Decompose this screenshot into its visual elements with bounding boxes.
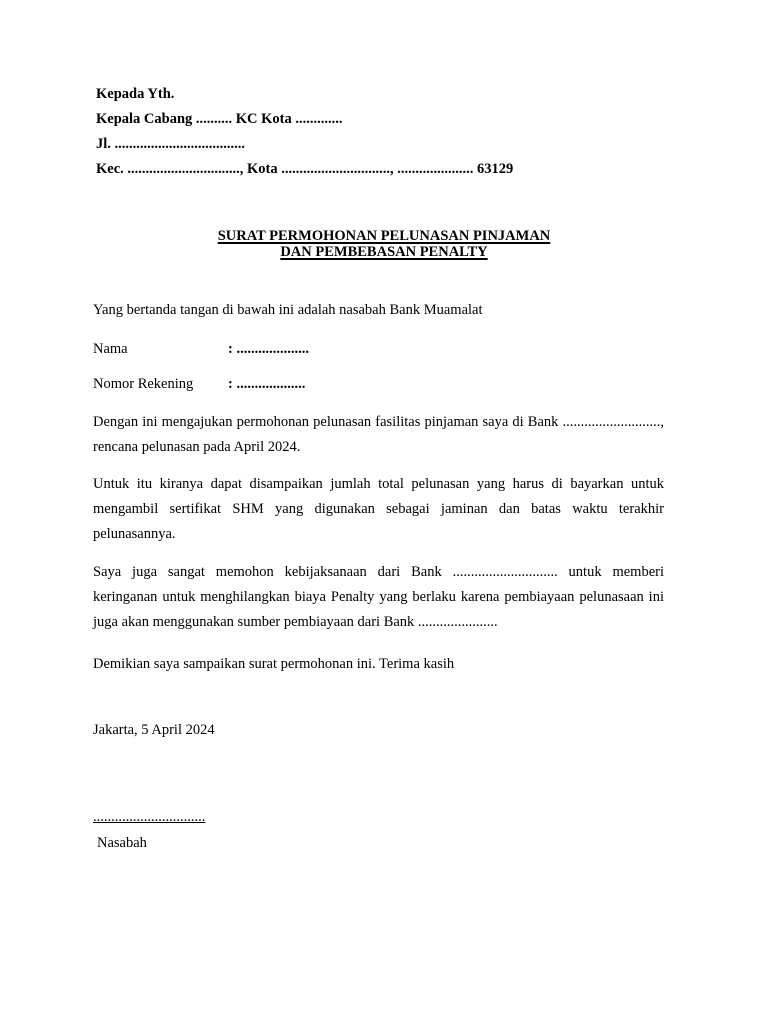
paragraph-penalty: Saya juga sangat memohon kebijaksanaan dari Bank ............................. untuk memberi keringanan untuk menghilangkan biaya Penalty yang berlaku karena pembiayaan pelunasaan ini juga akan menggunakan sumber pembiayaan dari Bank ...................... bbox=[93, 564, 664, 630]
letter-title bbox=[0, 228, 768, 260]
field-rekening bbox=[93, 374, 305, 394]
recipient-block bbox=[96, 82, 664, 182]
title-line-2: DAN PEMBEBASAN PENALTY bbox=[280, 244, 488, 260]
paragraph-request: Dengan ini mengajukan permohonan pelunasan fasilitas pinjaman saya di Bank ..........................., rencana pelunasan pada April 2024. bbox=[93, 414, 664, 455]
signature-name: Nasabah bbox=[97, 835, 147, 851]
field-nama-label: Nama bbox=[93, 341, 128, 357]
recipient-street: Jl. .................................... bbox=[96, 136, 246, 152]
recipient-greeting: Kepada Yth. bbox=[96, 86, 175, 102]
recipient-city: Kec. ..............................., Kota .............................., ..................... 63129 bbox=[96, 161, 514, 177]
title-line-1: SURAT PERMOHONAN PELUNASAN PINJAMAN bbox=[217, 228, 551, 244]
recipient-branch: Kepala Cabang .......... KC Kota ............. bbox=[96, 111, 343, 127]
field-rekening-label: Nomor Rekening bbox=[93, 376, 194, 392]
intro-text: Yang bertanda tangan di bawah ini adalah nasabah Bank Muamalat bbox=[93, 302, 483, 318]
field-rekening-value: : ................... bbox=[228, 376, 306, 392]
paragraph-amount: Untuk itu kiranya dapat disampaikan jumlah total pelunasan yang harus di bayarkan untuk mengambil sertifikat SHM yang digunakan sebagai jaminan dan batas waktu terakhir pelunasannya. bbox=[93, 476, 664, 542]
paragraph-closing: Demikian saya sampaikan surat permohonan ini. Terima kasih bbox=[93, 656, 455, 672]
signature-line: ............................... bbox=[93, 809, 206, 825]
place-date: Jakarta, 5 April 2024 bbox=[93, 722, 215, 738]
field-nama bbox=[93, 339, 309, 359]
field-nama-value: : .................... bbox=[228, 341, 309, 357]
